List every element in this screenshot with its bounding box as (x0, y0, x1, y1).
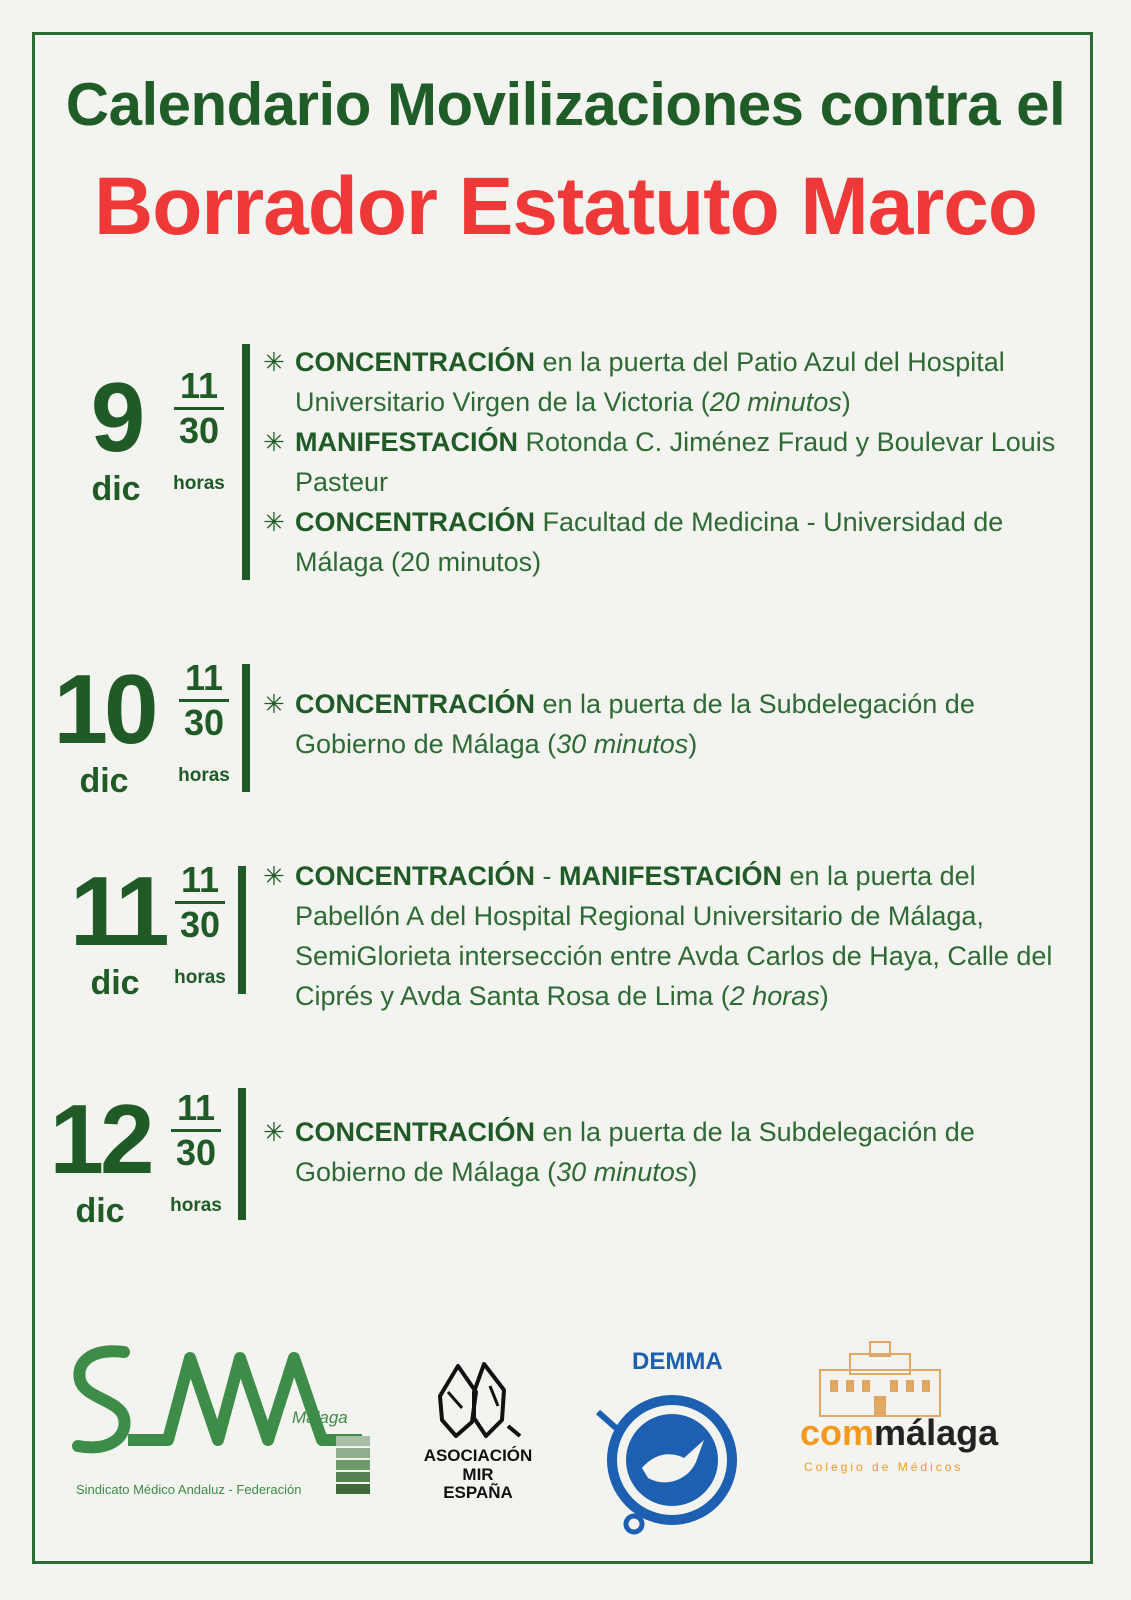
asterisk-icon: ✳ (263, 347, 285, 377)
sma-bricks (336, 1436, 370, 1494)
divider-bar (242, 344, 250, 580)
event-time (175, 657, 233, 787)
day-month: dic (90, 964, 140, 1002)
time-label: horas (173, 473, 225, 494)
event-items (263, 342, 1063, 582)
day-number: 9 (90, 362, 142, 472)
time-label: horas (170, 1195, 222, 1216)
asterisk-icon: ✳ (263, 507, 285, 537)
event-date (50, 654, 158, 800)
day-number: 12 (49, 1084, 151, 1194)
event-item (263, 342, 1063, 422)
event-2 (0, 654, 1131, 800)
event-3 (0, 856, 1131, 1011)
item-keyword: CONCENTRACIÓN (295, 507, 535, 537)
time-hour: 11 (179, 365, 219, 406)
mir-line3: ESPAÑA (443, 1483, 513, 1502)
event-time (170, 365, 228, 495)
event-item (263, 502, 1063, 582)
day-month: dic (79, 762, 129, 800)
item-text: en la puerta de la Subdelegación de Gobierno de Málaga ( (295, 1117, 975, 1187)
event-time (171, 859, 229, 989)
item-text: 30 minutos (556, 1157, 689, 1187)
sma-city: Málaga (292, 1408, 348, 1427)
day-month: dic (75, 1192, 125, 1230)
commalaga-wordmark (800, 1412, 998, 1454)
commalaga-logo (800, 1340, 1060, 1520)
event-items (263, 684, 1063, 764)
item-text: ) (688, 729, 698, 759)
title-line-2: Borrador Estatuto Marco (94, 161, 1037, 252)
item-keyword: CONCENTRACIÓN (295, 861, 535, 891)
event-time (167, 1087, 225, 1217)
item-keyword: CONCENTRACIÓN (295, 689, 535, 719)
time-hour: 11 (180, 859, 220, 900)
divider-bar (238, 866, 246, 994)
time-hour: 11 (184, 657, 224, 698)
item-text: ) (688, 1157, 698, 1187)
item-keyword: CONCENTRACIÓN (295, 347, 535, 377)
demma-logo (592, 1348, 752, 1534)
time-minute: 30 (183, 702, 225, 743)
item-text: en la puerta del Patio Azul del Hospital Universitario Virgen de la Victoria ( (295, 347, 1005, 417)
event-date (80, 362, 152, 508)
item-text: en la puerta de la Subdelegación de Gobierno de Málaga ( (295, 689, 975, 759)
clapping-hands-icon (428, 1356, 528, 1446)
event-item (263, 1112, 1063, 1192)
asterisk-icon: ✳ (263, 861, 285, 891)
event-item (263, 422, 1063, 502)
mir-line2: MIR (462, 1465, 494, 1484)
time-minute: 30 (179, 904, 221, 945)
item-keyword: CONCENTRACIÓN (295, 1117, 535, 1147)
commalaga-com: com (800, 1412, 875, 1453)
commalaga-caption: Colegio de Médicos (804, 1460, 964, 1474)
mir-line1: ASOCIACIÓN (423, 1446, 533, 1465)
item-text: - (535, 861, 559, 891)
dove-stethoscope-icon (592, 1378, 752, 1538)
item-text: ) (819, 981, 829, 1011)
item-keyword: MANIFESTACIÓN (559, 861, 782, 891)
sma-caption: Sindicato Médico Andaluz - Federación (76, 1482, 302, 1497)
event-date (46, 1084, 154, 1230)
item-text: Facultad de Medicina - Universidad de Málaga (20 minutos) (295, 507, 1004, 577)
item-text: ) (841, 387, 851, 417)
building-icon (810, 1340, 950, 1420)
time-label: horas (178, 765, 230, 786)
event-1 (0, 340, 1131, 580)
event-date (70, 856, 166, 1002)
item-text: 20 minutos (709, 387, 842, 417)
item-text: 2 horas (729, 981, 820, 1011)
divider-bar (242, 664, 250, 792)
commalaga-malaga: málaga (874, 1412, 999, 1453)
day-month: dic (91, 470, 141, 508)
title-line-1: Calendario Movilizaciones contra el (65, 71, 1066, 138)
divider-bar (238, 1088, 246, 1220)
time-label: horas (174, 967, 226, 988)
sma-logo (72, 1340, 382, 1540)
logos-row (0, 1320, 1131, 1530)
day-number: 10 (53, 654, 155, 764)
asterisk-icon: ✳ (263, 689, 285, 719)
event-item (263, 856, 1063, 1016)
item-text: en la puerta del Pabellón A del Hospital Regional Universitario de Málaga, SemiGlorieta intersección entre Avda Carlos de Haya, Calle del Ciprés y Avda Santa Rosa de Lima ( (295, 861, 1053, 1011)
day-number: 11 (70, 856, 166, 966)
time-minute: 30 (178, 410, 220, 451)
item-text: 30 minutos (556, 729, 689, 759)
time-hour: 11 (176, 1087, 216, 1128)
time-minute: 30 (175, 1132, 217, 1173)
event-4 (0, 1084, 1131, 1230)
event-items (263, 1112, 1063, 1192)
demma-name: DEMMA (632, 1348, 723, 1375)
mir-logo (410, 1356, 546, 1516)
asterisk-icon: ✳ (263, 1117, 285, 1147)
item-text: Rotonda C. Jiménez Fraud y Boulevar Louis Pasteur (295, 427, 1056, 497)
asterisk-icon: ✳ (263, 427, 285, 457)
event-items (263, 856, 1063, 1016)
event-item (263, 684, 1063, 764)
item-keyword: MANIFESTACIÓN (295, 427, 518, 457)
